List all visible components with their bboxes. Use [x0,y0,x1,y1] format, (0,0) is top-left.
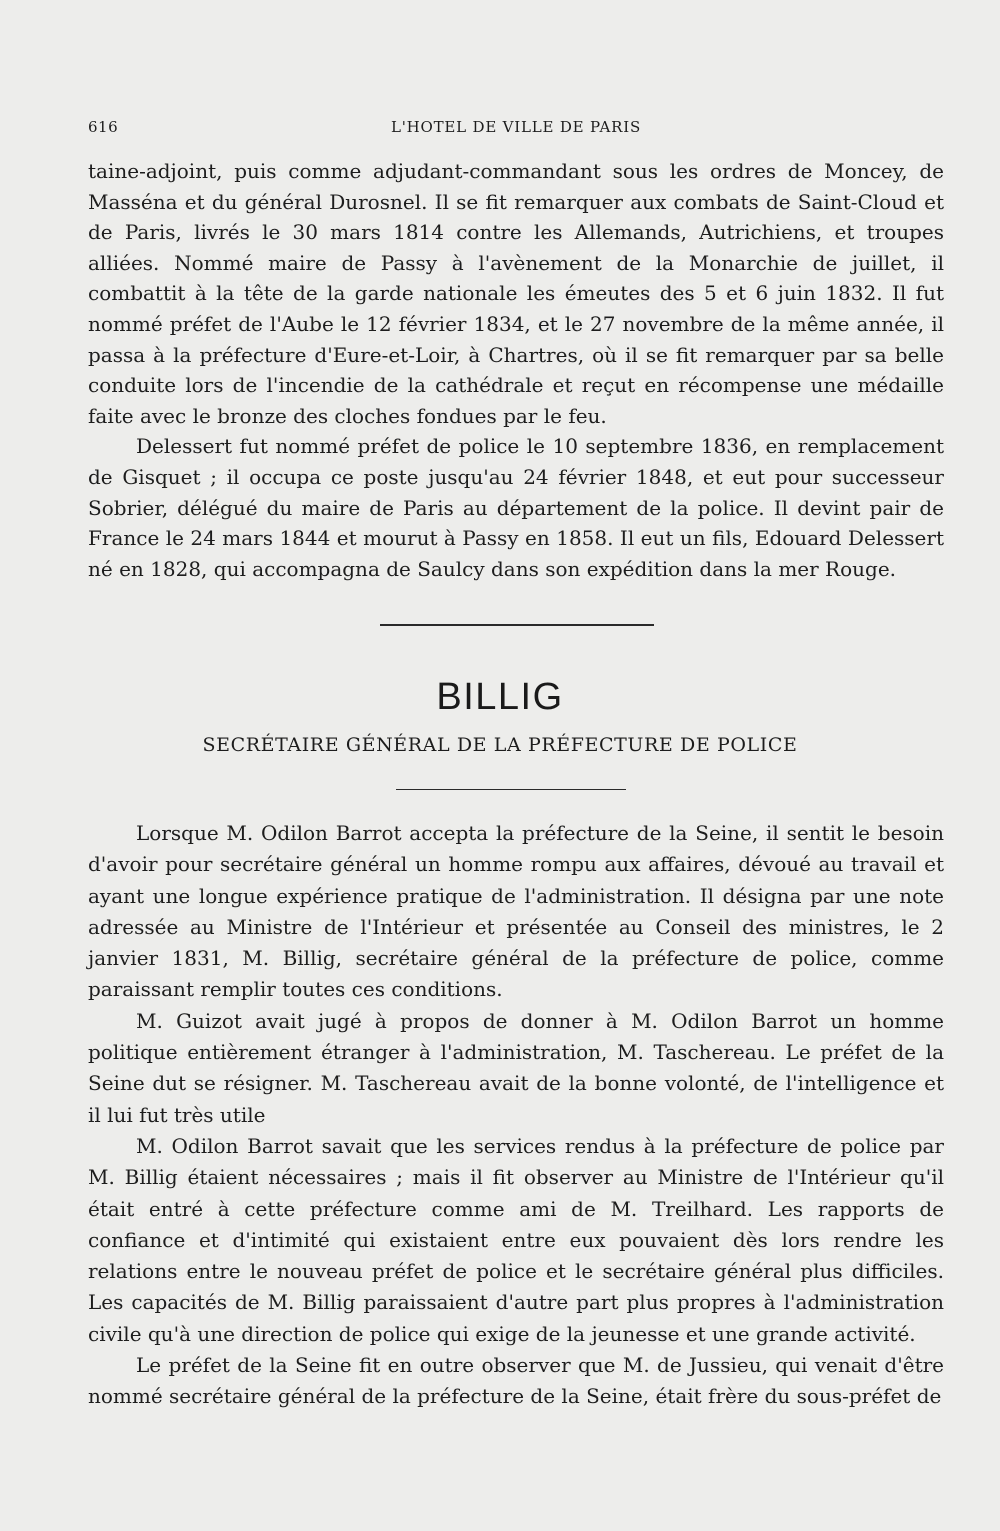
paragraph-continuation: taine-adjoint, puis comme adjudant-commandant sous les ordres de Moncey, de Masséna et du général Durosnel. Il se fit remarquer aux combats de Saint-Cloud et de Paris, livrés le 30 mars 1814 contre les Allemands, Autrichiens, et troupes alliées. Nommé maire de Passy à l'avènement de la Monarchie de juillet, il combattit à la tête de la garde nationale les émeutes des 5 et 6 juin 1832. Il fut nommé préfet de l'Aube le 12 février 1834, et le 27 novembre de la même année, il passa à la préfecture d'Eure-et-Loir, à Chartres, où il se fit remarquer par sa belle conduite lors de l'incendie de la cathédrale et reçut en récompense une médaille faite avec le bronze des cloches fondues par le feu. [88,159,944,428]
running-title: L'HOTEL DE VILLE DE PARIS [390,118,642,136]
paragraph: Le préfet de la Seine fit en outre observer que M. de Jussieu, qui venait d'être nommé secrétaire général de la préfecture de la Seine, était frère du sous-préfet de [88,1353,944,1409]
paragraph: Lorsque M. Odilon Barrot accepta la préfecture de la Seine, il sentit le besoin d'avoir pour secrétaire général un homme rompu aux affaires, dévoué au travail et ayant une longue expérience pratique de l'administration. Il désigna par une note adressée au Ministre de l'Intérieur et présentée au Conseil des ministres, le 2 janvier 1831, M. Billig, secrétaire général de la préfecture de police, comme paraissant remplir toutes ces conditions. [88,821,944,1002]
section-subtitle: SECRÉTAIRE GÉNÉRAL DE LA PRÉFECTURE DE POLICE [202,734,798,756]
section-title: BILLIG [436,676,564,718]
page-number: 616 [88,118,119,136]
section-divider-rule [380,624,654,626]
subtitle-divider-rule [396,789,626,790]
paragraph: Delessert fut nommé préfet de police le 10 septembre 1836, en remplacement de Gisquet ; il occupa ce poste jusqu'au 24 février 1848, et eut pour successeur Sobrier, délégué du maire de Paris au département de la police. Il devint pair de France le 24 mars 1844 et mourut à Passy en 1858. Il eut un fils, Edouard Delessert né en 1828, qui accompagna de Saulcy dans son expédition dans la mer Rouge. [88,434,944,581]
running-head [88,118,944,138]
paragraph: M. Guizot avait jugé à propos de donner à M. Odilon Barrot un homme politique entièrement étranger à l'administration, M. Taschereau. Le préfet de la Seine dut se résigner. M. Taschereau avait de la bonne volonté, de l'intelligence et il lui fut très utile [88,1008,944,1127]
paragraph: M. Odilon Barrot savait que les services rendus à la préfecture de police par M. Billig étaient nécessaires ; mais il fit observer au Ministre de l'Intérieur qu'il était entré à cette préfecture comme ami de M. Treilhard. Les rapports de confiance et d'intimité qui existaient entre eux pouvaient dès lors rendre les relations entre le nouveau préfet de police et le secrétaire général plus difficiles. Les capacités de M. Billig paraissaient d'autre part plus propres à l'administration civile qu'à une direction de police qui exige de la jeunesse et une grande activité. [88,1133,944,1346]
billig-biography-text [88,818,944,1413]
previous-biography-text [88,156,944,584]
